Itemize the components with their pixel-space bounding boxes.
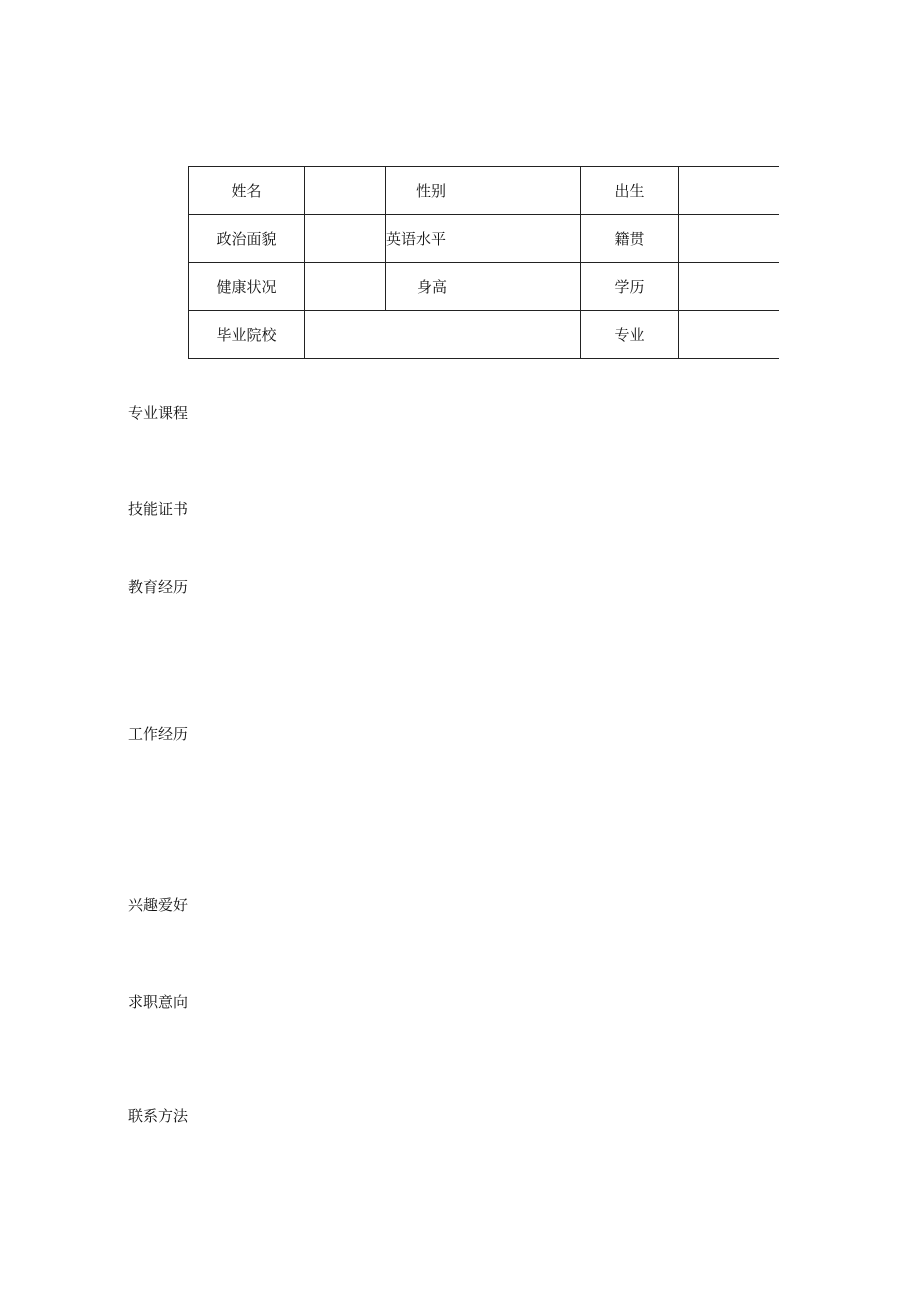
section-certificates-heading: 技能证书 — [128, 500, 189, 518]
birth-label: 出生 — [581, 167, 679, 215]
height-label: 身高 — [386, 263, 581, 311]
birth-value-cell[interactable] — [679, 167, 780, 215]
name-label: 姓名 — [189, 167, 305, 215]
health-label: 健康状况 — [189, 263, 305, 311]
major-label: 专业 — [581, 311, 679, 359]
hometown-label: 籍贯 — [581, 215, 679, 263]
table-row — [189, 311, 780, 359]
section-contact-heading: 联系方法 — [128, 1107, 189, 1125]
political-status-label: 政治面貌 — [189, 215, 305, 263]
name-value-cell[interactable] — [305, 167, 386, 215]
table-row — [189, 215, 780, 263]
gender-label: 性别 — [386, 167, 581, 215]
major-value-cell[interactable] — [679, 311, 780, 359]
political-status-value-cell[interactable] — [305, 215, 386, 263]
section-work-heading: 工作经历 — [128, 725, 189, 743]
school-value-cell[interactable] — [305, 311, 581, 359]
education-level-label: 学历 — [581, 263, 679, 311]
section-courses-heading: 专业课程 — [128, 404, 189, 422]
english-level-label: 英语水平 — [386, 215, 581, 263]
hometown-value-cell[interactable] — [679, 215, 780, 263]
table-row — [189, 167, 780, 215]
section-education-heading: 教育经历 — [128, 578, 189, 596]
school-label: 毕业院校 — [189, 311, 305, 359]
education-level-value-cell[interactable] — [679, 263, 780, 311]
personal-info-table — [188, 166, 779, 359]
section-objective-heading: 求职意向 — [128, 993, 189, 1011]
health-value-cell[interactable] — [305, 263, 386, 311]
section-hobbies-heading: 兴趣爱好 — [128, 896, 189, 914]
table-row — [189, 263, 780, 311]
